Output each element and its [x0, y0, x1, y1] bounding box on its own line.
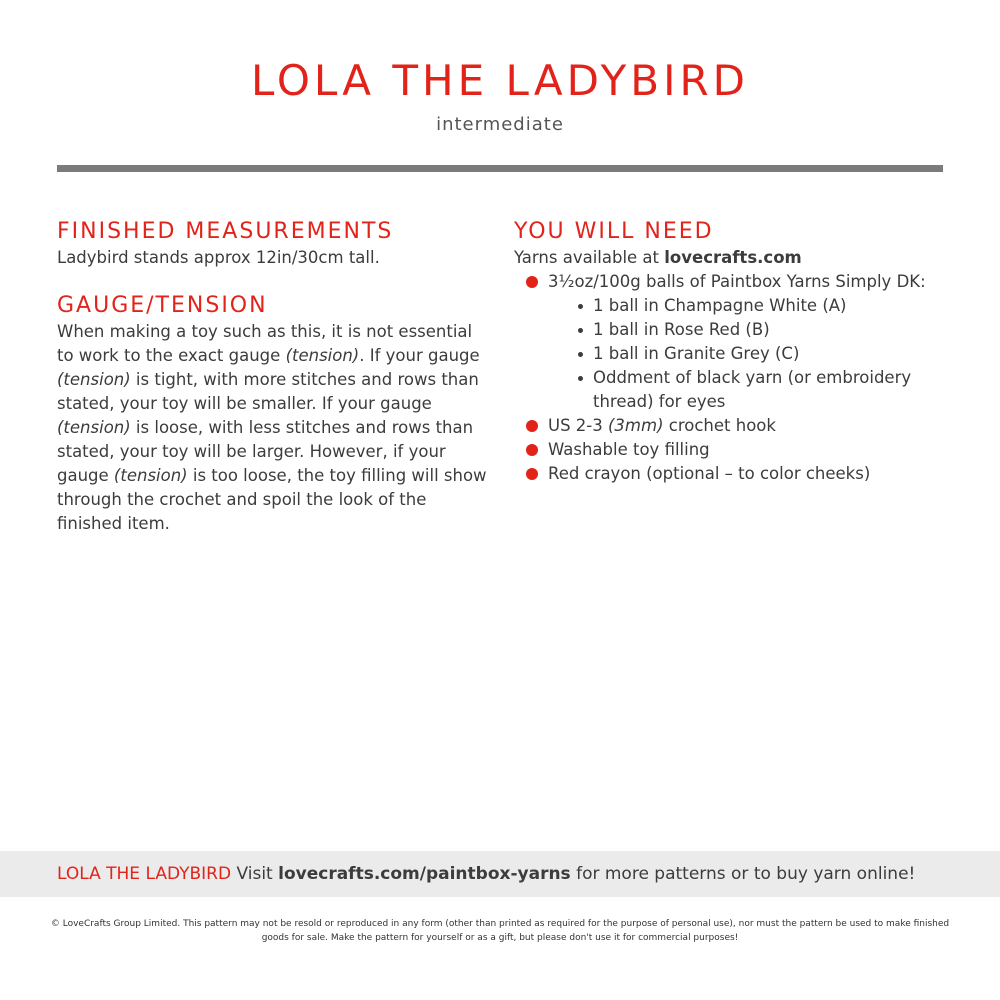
copyright-notice: © LoveCrafts Group Limited. This pattern may not be resold or reproduced in any form (other than printed as required for the purpose of personal use), nor must the pattern be used to make finished goods for sale. Make the pattern for yourself or as a gift, but please don't use it for commercial purposes! — [50, 919, 950, 943]
footer-band — [0, 851, 1000, 897]
bullet-icon — [578, 328, 583, 333]
bullet-icon — [526, 468, 538, 480]
footer-brand: LOLA THE LADYBIRD — [57, 864, 232, 884]
list-item: 1 ball in Rose Red (B) — [548, 318, 954, 342]
page-title: LOLA THE LADYBIRD — [250, 56, 750, 105]
bullet-icon — [578, 376, 583, 381]
yarns-available: Yarns available at lovecrafts.com — [514, 248, 802, 267]
list-item: Oddment of black yarn (or embroidery thread) for eyes — [548, 366, 954, 414]
measurements-text: Ladybird stands approx 12in/30cm tall. — [57, 248, 380, 267]
list-item: 3½oz/100g balls of Paintbox Yarns Simply DK: 1 ball in Champagne White (A) 1 ball in Rose Red (B) 1 ball in Granite Grey (C) Oddment of black yarn (or embroidery thread) for eyes — [514, 270, 954, 414]
gauge-heading: GAUGE/TENSION — [57, 293, 268, 318]
materials-list — [514, 270, 954, 486]
footer-text: LOLA THE LADYBIRD Visit lovecrafts.com/paintbox-yarns for more patterns or to buy yarn online! — [57, 864, 916, 884]
list-item: 1 ball in Granite Grey (C) — [548, 342, 954, 366]
list-item: Washable toy filling — [514, 438, 954, 462]
bullet-icon — [578, 352, 583, 357]
yarn-sublist — [548, 294, 954, 414]
bullet-icon — [526, 276, 538, 288]
list-item: 1 ball in Champagne White (A) — [548, 294, 954, 318]
you-will-need-heading: YOU WILL NEED — [514, 219, 714, 244]
gauge-paragraph: When making a toy such as this, it is not essential to work to the exact gauge (tension). If your gauge (tension) is tight, with more stitches and rows than stated, your toy will be smaller. If your gauge (tension) is loose, with less stitches and rows than stated, your toy will be larger. However, if your gauge (tension) is too loose, the toy filling will show through the crochet and spoil the look of the finished item. — [57, 322, 487, 533]
measurements-heading: FINISHED MEASUREMENTS — [57, 219, 394, 244]
right-column — [514, 218, 954, 486]
left-column — [57, 218, 487, 536]
bullet-icon — [526, 420, 538, 432]
bullet-icon — [526, 444, 538, 456]
bullet-icon — [578, 304, 583, 309]
list-item: US 2-3 (3mm) crochet hook — [514, 414, 954, 438]
difficulty-level: intermediate — [436, 114, 564, 135]
list-item: Red crayon (optional – to color cheeks) — [514, 462, 954, 486]
paintbox-yarns-link[interactable]: lovecrafts.com/paintbox-yarns — [278, 864, 571, 884]
lovecrafts-link[interactable]: lovecrafts.com — [664, 248, 802, 267]
header-divider — [57, 165, 943, 172]
